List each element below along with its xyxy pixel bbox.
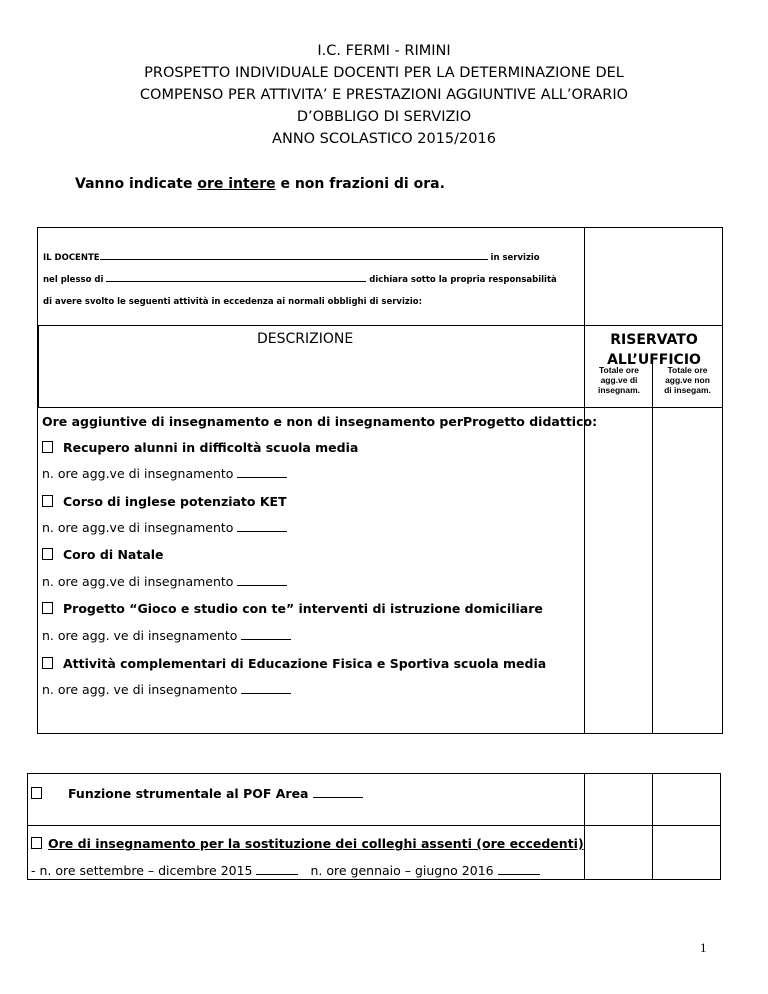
hours-line: n. ore agg.ve di insegnamento bbox=[42, 574, 287, 589]
school-name: I.C. FERMI - RIMINI bbox=[317, 43, 451, 59]
checkbox[interactable] bbox=[42, 657, 53, 669]
declaration-line-1: IL DOCENTE in servizio bbox=[43, 253, 540, 263]
table2-row-divider bbox=[27, 825, 721, 826]
table2-border-top bbox=[27, 773, 721, 774]
table2-border-left bbox=[27, 773, 28, 880]
hours-line: n. ore agg. ve di insegnamento bbox=[42, 628, 291, 643]
activity-item: Recupero alunni in difficoltà scuola media bbox=[42, 440, 358, 455]
table-border-left bbox=[37, 227, 38, 734]
table-border-left-thick bbox=[37, 325, 39, 407]
document-header bbox=[0, 40, 768, 150]
note-underlined: ore intere bbox=[197, 176, 276, 192]
activity-item: Coro di Natale bbox=[42, 547, 164, 562]
hours-line: n. ore agg.ve di insegnamento bbox=[42, 520, 287, 535]
total-teaching-hours-header: Totale ore agg.ve di insegnam. bbox=[597, 365, 641, 395]
teacher-name-field[interactable] bbox=[100, 259, 488, 260]
school-year: ANNO SCOLASTICO 2015/2016 bbox=[272, 131, 496, 147]
section1-title: Ore aggiuntive di insegnamento e non di insegnamento perProgetto didattico: bbox=[42, 414, 598, 429]
table2-border-bottom bbox=[27, 879, 721, 880]
table-border-right bbox=[722, 227, 723, 734]
table-border-bottom bbox=[37, 733, 723, 734]
table-border-top bbox=[37, 227, 723, 228]
area-field[interactable] bbox=[313, 797, 363, 798]
checkbox[interactable] bbox=[42, 602, 53, 614]
hours-field[interactable] bbox=[237, 585, 287, 586]
sostituzione-row: Ore di insegnamento per la sostituzione dei colleghi assenti (ore eccedenti) bbox=[31, 836, 584, 851]
hours-field[interactable] bbox=[237, 531, 287, 532]
activity-item: Corso di inglese potenziato KET bbox=[42, 494, 287, 509]
hours-field[interactable] bbox=[241, 693, 291, 694]
checkbox[interactable] bbox=[42, 548, 53, 560]
hours-field[interactable] bbox=[241, 639, 291, 640]
checkbox[interactable] bbox=[31, 787, 42, 799]
title-line-1: PROSPETTO INDIVIDUALE DOCENTI PER LA DETERMINAZIONE DEL bbox=[144, 65, 624, 81]
checkbox[interactable] bbox=[42, 495, 53, 507]
hours-field[interactable] bbox=[237, 477, 287, 478]
activity-item: Progetto “Gioco e studio con te” interventi di istruzione domiciliare bbox=[42, 601, 543, 616]
title-line-2: COMPENSO PER ATTIVITA’ E PRESTAZIONI AGGIUNTIVE ALL’ORARIO bbox=[139, 87, 629, 103]
reserved-column-split bbox=[652, 363, 653, 734]
declaration-divider bbox=[37, 325, 723, 326]
checkbox[interactable] bbox=[42, 441, 53, 453]
hours-jan-jun-field[interactable] bbox=[498, 874, 540, 875]
header-divider bbox=[37, 407, 723, 408]
title-line-3: D’OBBLIGO DI SERVIZIO bbox=[296, 109, 472, 125]
table2-border-right bbox=[720, 773, 721, 880]
instruction-note: Vanno indicate ore intere e non frazioni di ora. bbox=[75, 176, 445, 192]
total-non-teaching-hours-header: Totale ore agg.ve non di insegam. bbox=[664, 365, 711, 395]
page-number: 1 bbox=[700, 940, 707, 955]
school-site-field[interactable] bbox=[106, 281, 366, 282]
table2-reserved-divider bbox=[584, 773, 585, 880]
table2-column-split bbox=[652, 773, 653, 880]
reserved-office-header: RISERVATO ALL’UFFICIO bbox=[607, 332, 701, 368]
activity-item: Attività complementari di Educazione Fisica e Sportiva scuola media bbox=[42, 656, 546, 671]
checkbox[interactable] bbox=[31, 837, 42, 849]
funzione-strumentale-row: Funzione strumentale al POF Area bbox=[31, 786, 363, 801]
declaration-line-2: nel plesso di dichiara sotto la propria responsabilità bbox=[43, 275, 557, 285]
hours-line: n. ore agg. ve di insegnamento bbox=[42, 682, 291, 697]
reserved-divider bbox=[584, 227, 585, 734]
hours-line: n. ore agg.ve di insegnamento bbox=[42, 466, 287, 481]
hours-sep-dec-field[interactable] bbox=[256, 874, 298, 875]
description-header: DESCRIZIONE bbox=[257, 331, 354, 347]
declaration-line-3: di avere svolto le seguenti attività in eccedenza ai normali obblighi di servizio: bbox=[43, 297, 422, 307]
sostituzione-hours-line: - n. ore settembre – dicembre 2015 n. ore gennaio – giugno 2016 bbox=[31, 863, 540, 878]
